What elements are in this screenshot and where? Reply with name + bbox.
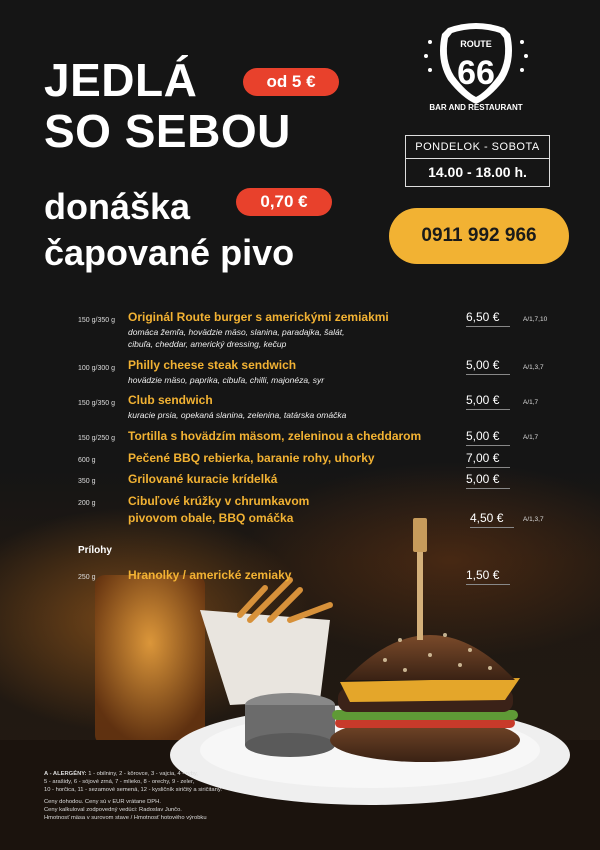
title-line-1: JEDLÁ bbox=[44, 54, 198, 106]
item-description: cibuľa, cheddar, americký dressing, kečup bbox=[128, 339, 287, 349]
opening-days: PONDELOK - SOBOTA bbox=[406, 136, 549, 159]
item-name-cont: pivovom obale, BBQ omáčka bbox=[128, 511, 294, 525]
item-weight: 100 g/300 g bbox=[78, 365, 115, 372]
delivery-label: donáška bbox=[44, 186, 191, 227]
item-name: Pečené BBQ rebierka, baranie rohy, uhorky bbox=[128, 451, 375, 465]
note-line: Ceny dohodou. Ceny sú v EUR vrátane DPH. bbox=[44, 799, 161, 805]
item-allergens: A/1,3,7 bbox=[523, 516, 544, 523]
beer-label: čapované pivo bbox=[44, 232, 295, 273]
item-name: Tortilla s hovädzím mäsom, zeleninou a cheddarom bbox=[128, 429, 422, 443]
logo-top-text: ROUTE bbox=[460, 39, 492, 49]
item-description: domáca žemľa, hovädzie mäso, slanina, paradajka, šalát, bbox=[128, 327, 345, 337]
item-price: 5,00 € bbox=[466, 357, 510, 375]
side-name: Hranolky / americké zemiaky bbox=[128, 568, 292, 582]
item-price: 7,00 € bbox=[466, 450, 510, 468]
beer-glass bbox=[95, 575, 205, 745]
delivery-price-badge: 0,70 € bbox=[236, 188, 332, 216]
fries-bowl bbox=[200, 610, 330, 705]
item-allergens: A/1,3,7 bbox=[523, 364, 544, 371]
opening-hours-box bbox=[405, 135, 550, 187]
item-price: 5,00 € bbox=[466, 392, 510, 410]
item-weight: 150 g/250 g bbox=[78, 435, 115, 442]
item-weight: 150 g/350 g bbox=[78, 317, 115, 324]
item-description: kuracie prsia, opekaná slanina, zelenina, tatárska omáčka bbox=[128, 410, 347, 420]
allergens-line: 10 - horčica, 11 - sezamové semená, 12 - kysličník siričitý a siričitany. bbox=[44, 787, 222, 793]
item-weight: 150 g/350 g bbox=[78, 400, 115, 407]
allergens-legend bbox=[44, 770, 222, 794]
item-weight: 350 g bbox=[78, 478, 96, 485]
burger-top-bun bbox=[345, 635, 515, 680]
allergens-title: A - ALERGÉNY: bbox=[44, 771, 87, 777]
item-allergens: A/1,7 bbox=[523, 434, 539, 441]
logo-bottom-text: BAR AND RESTAURANT bbox=[429, 103, 523, 112]
phone-number[interactable]: 0911 992 966 bbox=[389, 208, 569, 264]
allergens-line: 5 - arašidy, 6 - sójové zrná, 7 - mlieko, 8 - orechy, 9 - zeler, bbox=[44, 779, 195, 785]
item-weight: 200 g bbox=[78, 500, 96, 507]
allergens-line: 1 - obilniny, 2 - kôrovce, 3 - vajcia, 4 - ryby, bbox=[88, 771, 198, 777]
item-price: 6,50 € bbox=[466, 309, 510, 327]
note-line: Hmotnosť mäsa v surovom stave / Hmotnosť hotového výrobku bbox=[44, 815, 207, 821]
side-price: 1,50 € bbox=[466, 567, 510, 585]
item-weight: 600 g bbox=[78, 457, 96, 464]
route66-logo bbox=[420, 20, 532, 112]
title-line-2: SO SEBOU bbox=[44, 105, 291, 157]
note-line: Ceny kalkuloval zodpovedný vedúci: Radoslav Junčo. bbox=[44, 807, 182, 813]
item-price: 5,00 € bbox=[466, 428, 510, 446]
side-weight: 250 g bbox=[78, 574, 96, 581]
takeaway-price-badge: od 5 € bbox=[243, 68, 339, 96]
sides-heading: Prílohy bbox=[78, 545, 112, 556]
logo-number: 66 bbox=[457, 54, 495, 92]
item-name: Grilované kuracie krídelká bbox=[128, 472, 278, 486]
item-name: Club sendwich bbox=[128, 393, 213, 407]
opening-time: 14.00 - 18.00 h. bbox=[428, 164, 527, 180]
item-allergens: A/1,7,10 bbox=[523, 316, 548, 323]
item-description: hovädzie mäso, paprika, cibuľa, chilli, majonéza, syr bbox=[128, 375, 325, 385]
item-allergens: A/1,7 bbox=[523, 399, 539, 406]
item-name: Cibuľové krúžky v chrumkavom bbox=[128, 494, 310, 508]
item-name: Philly cheese steak sendwich bbox=[128, 358, 297, 372]
price-notes bbox=[44, 798, 207, 822]
item-price: 5,00 € bbox=[466, 471, 510, 489]
item-price: 4,50 € bbox=[470, 510, 514, 528]
item-name: Originál Route burger s americkými zemiakmi bbox=[128, 310, 389, 324]
fries bbox=[240, 580, 330, 620]
